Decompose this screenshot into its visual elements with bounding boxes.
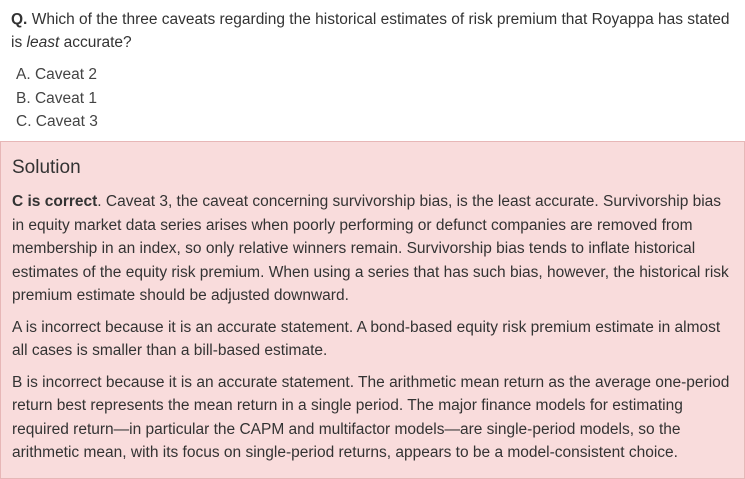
question-text-after: accurate? <box>63 34 132 51</box>
solution-panel <box>0 141 745 479</box>
question-block <box>0 0 745 141</box>
correct-answer-explanation: . Caveat 3, the caveat concerning survivorship bias, is the least accurate. Survivorship bias in equity market data series arises when poorly performing or defunct companies are removed from membership in an index, so only relative winners remain. Survivorship bias tends to inflate historical estimates of the equity risk premium. When using a series that has such bias, however, the historical risk premium estimate should be adjusted downward. <box>12 193 729 304</box>
option-b[interactable]: B. Caveat 1 <box>16 89 97 107</box>
question-text <box>11 8 736 54</box>
solution-paragraph-correct <box>12 190 736 308</box>
question-label: Q. <box>11 11 28 28</box>
solution-title: Solution <box>12 157 81 178</box>
solution-paragraph-a: A is incorrect because it is an accurate statement. A bond-based equity risk premium estimate in almost all cases is smaller than a bill-based estimate. <box>12 318 721 359</box>
question-emphasis: least <box>26 34 60 51</box>
option-c[interactable]: C. Caveat 3 <box>16 113 98 130</box>
correct-answer-label: C is correct <box>12 193 98 210</box>
solution-body <box>12 190 736 473</box>
solution-paragraph-b: B is incorrect because it is an accurate statement. The arithmetic mean return as the average one-period return best represents the mean return in a single period. The major finance models for estimating required return—in particular the CAPM and multifactor models—are single-period models, so the arithmetic mean, with its focus on single-period returns, appears to be a model-consistent choice. <box>12 373 730 461</box>
question-text-before: Which of the three caveats regarding the historical estimates of risk premium that Royappa has stated is <box>11 11 730 51</box>
answer-options <box>16 63 98 134</box>
option-a[interactable]: A. Caveat 2 <box>16 66 97 83</box>
